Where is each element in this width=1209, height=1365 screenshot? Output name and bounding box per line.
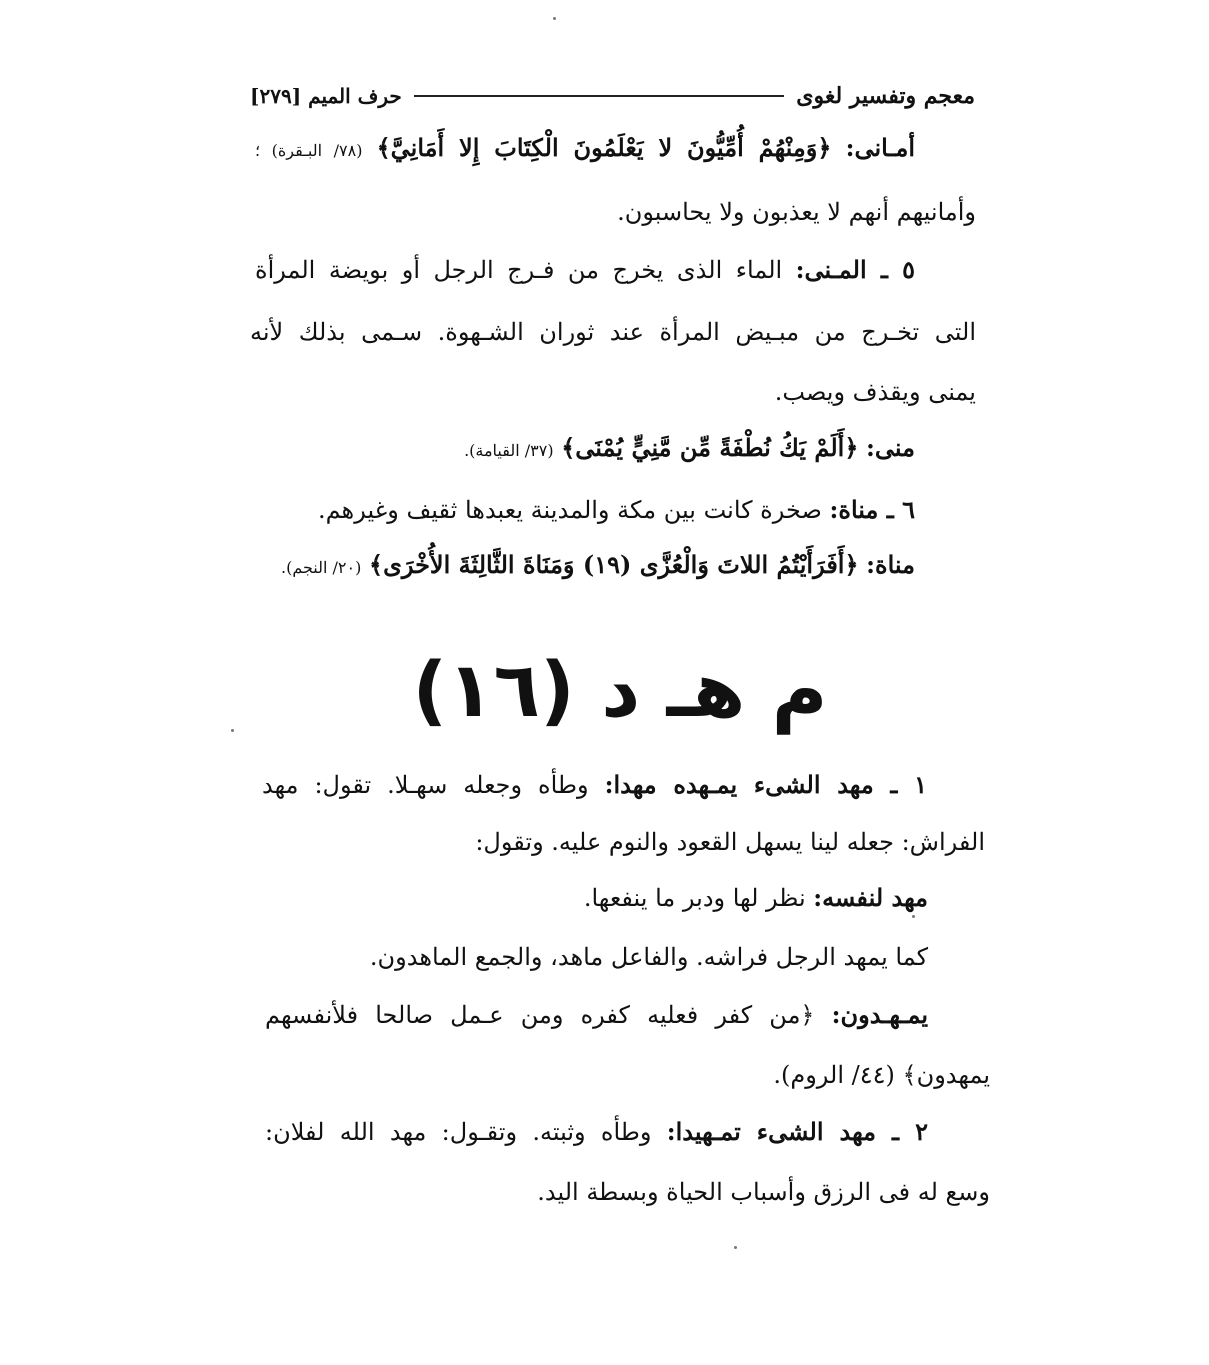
entry-text: نظر لها ودبر ما ينفعها.: [583, 884, 806, 912]
header-rule: [414, 95, 784, 97]
entry-mani-line2: التى تخـرج من مبـيض المرأة عند ثوران الشـهوة. سـمى بذلك لأنه: [250, 318, 977, 346]
entry-term: يمـهـدون:: [831, 1000, 928, 1029]
scan-speck: [912, 915, 915, 918]
section-title: م هـ د (١٦): [412, 645, 828, 734]
scan-speck: [553, 17, 556, 20]
quran-verse: ﴿أَفَرَأَيْتُمُ اللاتَ وَالْعُزَّى (١٩) وَمَنَاةَ الثَّالِثَةَ الأُخْرَى﴾: [369, 550, 859, 579]
quran-verse: ﴿أَلَمْ يَكُ نُطْفَةً مِّن مَّنِيٍّ يُمْنَى﴾: [561, 433, 859, 462]
entry-term: مهد لنفسه:: [813, 883, 928, 912]
verse-reference: (٣٧/ القيامة).: [464, 441, 554, 460]
entry-text: وطأه وثبته. وتقـول: مهد الله لفلان:: [265, 1118, 652, 1146]
entry-term: ١ ـ مهد الشىء يمـهده مهدا:: [604, 770, 927, 799]
scan-speck: [231, 729, 234, 732]
entry-mahd-nafs: [540, 878, 928, 918]
page-header: [250, 78, 975, 114]
entry-mani-line3: يمنى ويقذف ويصب.: [774, 378, 976, 406]
entry-mahd1-line2: الفراش: جعله لينا يسهل القعود والنوم عليه. وتقول:: [475, 828, 985, 856]
scan-speck: [734, 1246, 737, 1249]
entry-text: صخرة كانت بين مكة والمدينة يعبدها ثقيف وغيرهم.: [317, 496, 822, 524]
entry-mahd1-line1: [262, 765, 927, 805]
entry-term: ٦ ـ مناة:: [829, 495, 915, 524]
verse-reference: (٢٠/ النجم).: [280, 558, 362, 577]
book-title: معجم وتفسير لغوى: [796, 83, 975, 109]
entry-yamhadun-line1: [265, 995, 928, 1035]
verse-reference: (٧٨/ البـقرة) ؛: [255, 141, 363, 160]
entry-term: ٢ ـ مهد الشىء تمـهيدا:: [666, 1117, 928, 1146]
entry-mani-line1: [255, 250, 915, 290]
entry-mani-verse: [460, 428, 915, 471]
entry-text: الماء الذى يخرج من فـرج الرجل أو بويضة المرأة: [255, 256, 783, 284]
entry-yamhadun-line2: يمهدون﴾ (٤٤/ الروم).: [773, 1061, 990, 1089]
entry-manat-verse: [270, 545, 915, 588]
quran-verse: ﴿من كفر فعليه كفره ومن عـمل صالحا فلأنفسهم: [265, 1001, 815, 1029]
entry-term: مناة:: [866, 550, 915, 579]
entry-kama-line: كما يمهد الرجل فراشه. والفاعل ماهد، والجمع الماهدون.: [369, 943, 928, 971]
entry-term: أمـانى:: [845, 133, 915, 162]
entry-term: ٥ ـ المـنى:: [795, 255, 915, 284]
entry-manat: [270, 490, 915, 530]
chapter-page-number: حرف الميم [٢٧٩]: [250, 84, 402, 108]
quran-verse: ﴿وَمِنْهُمْ أُمِّيُّونَ لا يَعْلَمُونَ الْكِتَابَ إِلا أَمَانِيَّ﴾: [376, 133, 832, 162]
entry-mahd2-line2: وسع له فى الرزق وأسباب الحياة وبسطة اليد.: [537, 1178, 990, 1206]
entry-amani-line1: [255, 128, 915, 171]
entry-text: وطأه وجعله سهـلا. تقول: مهد: [262, 771, 589, 799]
entry-term: منى:: [866, 433, 915, 462]
entry-mahd2-line1: [265, 1112, 928, 1152]
entry-amani-line2: وأمانيهم أنهم لا يعذبون ولا يحاسبون.: [617, 198, 976, 226]
